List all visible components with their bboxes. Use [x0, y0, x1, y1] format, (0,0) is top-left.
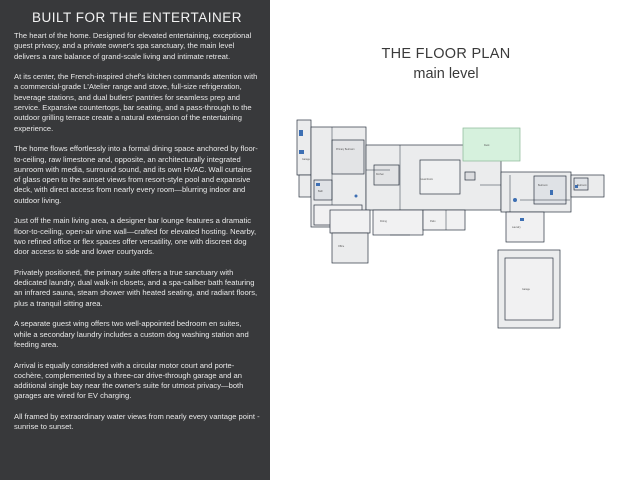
- description-panel: [0, 0, 270, 480]
- paragraph-guest-wing: A separate guest wing offers two well-appointed bedroom en suites, while a secondary laundry includes a custom dog washing station and feeding area.: [14, 319, 249, 349]
- floor-plan-panel: [270, 0, 622, 480]
- svg-text:Bath: Bath: [318, 190, 323, 193]
- paragraph-views: All framed by extraordinary water views from nearly every vantage point - sunrise to sunset.: [14, 411, 260, 432]
- paragraph-primary-suite: Privately positioned, the primary suite offers a true sanctuary with dedicated laundry, dual walk-in closets, and a spa-caliber bath featuring an infrared sauna, steam shower with heated seating, and radiant floors, plus a tranquil sitting area.: [14, 267, 258, 308]
- svg-text:Deck: Deck: [484, 144, 490, 147]
- svg-text:Dining: Dining: [380, 220, 387, 223]
- floor-plan-drawing: [270, 0, 622, 480]
- paragraph-dining: The home flows effortlessly into a formal dining space anchored by floor-to-ceiling, raw limestone and, opposite, an architecturally integrated sunroom with media, surround sound, and its own HVAC. Wall curtains of glass open to the sunset views from resort-style pool and expansive deck, with direct access from nearly every room—blurring indoor and outdoor living.: [14, 144, 258, 205]
- floor-plan-title: THE FLOOR PLAN: [381, 46, 511, 62]
- svg-text:Bedroom: Bedroom: [577, 184, 587, 187]
- svg-text:Garage: Garage: [302, 158, 310, 161]
- svg-text:Patio: Patio: [430, 220, 436, 223]
- garage-wing: [297, 120, 311, 175]
- paragraph-intro: The heart of the home. Designed for elevated entertaining, exceptional guest privacy, and a private owner's spa sanctuary, the main level delivers a rare balance of grand-scale living and intimate retreat.: [14, 31, 252, 61]
- svg-text:Primary Bedroom: Primary Bedroom: [336, 148, 355, 151]
- pool-area: [463, 128, 520, 161]
- svg-text:Great Room: Great Room: [420, 178, 434, 181]
- paragraph-arrival: Arrival is equally considered with a circular motor court and porte-cochère, complemented by a three-car drive-through garage and an additional single bay near the owner's suite for utmost privacy—both garages are wired for EV charging.: [14, 360, 244, 401]
- svg-text:Garage: Garage: [522, 288, 530, 291]
- svg-text:Office: Office: [338, 245, 345, 248]
- paragraph-kitchen: At its center, the French-inspired chef's kitchen commands attention with a commercial-grade L'Atelier range and stove, full-size refrigeration, beverage stations, and dual butlers' pantries for seamless prep and service. Expansive countertops, bar seating, and a pass-through to the outdoor grilling terrace create a natural extension of the entertaining experience.: [14, 72, 258, 133]
- section-title: BUILT FOR THE ENTERTAINER: [31, 10, 243, 25]
- svg-text:Kitchen: Kitchen: [376, 173, 384, 176]
- svg-text:Bedroom: Bedroom: [538, 184, 548, 187]
- floor-plan-subtitle: main level: [413, 66, 479, 82]
- paragraph-bar-lounge: Just off the main living area, a designer bar lounge features a dramatic floor-to-ceiling, open-air wine wall—crafted for elevated hosting. Nearby, two refined office or flex spaces offer versatility, one with discreet dog door access to side and lower courtyards.: [14, 216, 257, 257]
- svg-text:Laundry: Laundry: [512, 226, 521, 229]
